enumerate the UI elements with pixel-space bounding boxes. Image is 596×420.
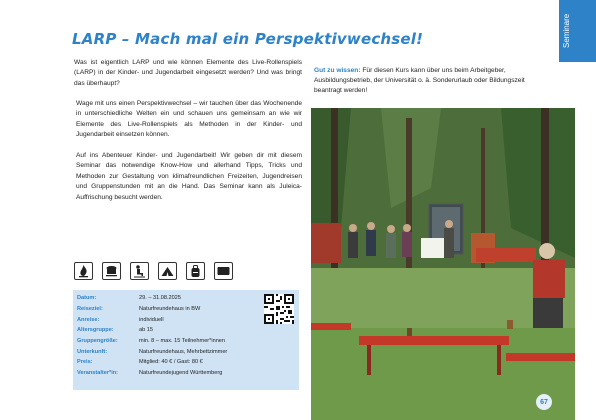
tip-label: Gut zu wissen: — [314, 67, 361, 74]
info-value: ab 15 — [139, 327, 153, 334]
event-info-box — [73, 290, 299, 390]
info-row-destination — [77, 304, 247, 315]
info-value: Naturfreundehaus in BW — [139, 306, 201, 313]
info-row-accommodation — [77, 346, 247, 357]
info-label: Unterkunft: — [77, 348, 108, 355]
info-row-price — [77, 357, 247, 368]
info-label: Reiseziel: — [77, 306, 103, 313]
qr-code[interactable] — [264, 294, 294, 324]
info-value: Naturfreundejugend Württemberg — [139, 370, 223, 377]
info-row-organizer — [77, 368, 247, 379]
info-row-arrival — [77, 314, 247, 325]
backpack-icon — [186, 262, 205, 280]
page-number: 67 — [536, 394, 552, 410]
info-value: individuell — [139, 316, 164, 323]
info-value: Mitglied: 40 € / Gast: 80 € — [139, 359, 203, 366]
sitting-person-icon — [130, 262, 149, 280]
good-to-know-note — [314, 66, 542, 97]
info-label: Datum: — [77, 295, 97, 302]
info-row-age-group — [77, 325, 247, 336]
info-value: Naturfreundehaus, Mehrbettzimmer — [139, 348, 228, 355]
section-tab-label: Seminare — [562, 13, 571, 48]
info-row-date — [77, 293, 247, 304]
section-tab[interactable] — [559, 0, 596, 62]
info-row-group-size — [77, 336, 247, 347]
card-icon — [214, 262, 233, 280]
tip-text: Für diesen Kurs kann über uns beim Arbeitgeber, Ausbildungsbetrieb, der Universität o. ä. Sonderurlaub oder Bildungszeit beantragt werden! — [314, 67, 525, 95]
description-paragraph-2: Auf ins Abenteuer Kinder- und Jugendarbeit! Wir geben dir mit diesem Seminar das notwendige Know-How und allerhand Tipps, Tricks und Methoden zur Gestaltung von klimafreundlichen Freizeiten, Jugendreisen und Gruppenstunden mit an die Hand. Das Seminar kann als Juleica-Auffrischung besucht werden. — [76, 152, 302, 201]
info-label: Veranstalter*in: — [77, 370, 119, 377]
page-title: LARP – Mach mal ein Perspektivwechsel! — [72, 30, 424, 48]
info-value: 29. – 31.08.2025 — [139, 295, 181, 302]
intro-text: Was ist eigentlich LARP und wie können Elemente des Live-Rollenspiels (LARP) in der Kinder- und Jugendarbeit eingesetzt werden? Und was bringt das überhaupt? — [74, 59, 302, 87]
info-label: Altersgruppe: — [77, 327, 114, 334]
description-paragraph-1: Wage mit uns einen Perspektivwechsel – wir tauchen über das Wochenende in unterschiedliche Welten ein und schauen uns gemeinsam an wie wir Elemente des Live-Rollenspiels als Methoden in der Kinder- und Jugendarbeit einsetzen können. — [76, 100, 302, 139]
event-info-table — [77, 293, 247, 379]
info-value: min. 8 – max. 15 Teilnehmer*innen — [139, 338, 226, 345]
cooking-icon — [102, 262, 121, 280]
info-label: Gruppengröße: — [77, 338, 118, 345]
fire-icon — [74, 262, 93, 280]
seminar-photo — [311, 108, 575, 420]
info-label: Anreise: — [77, 316, 100, 323]
info-label: Preis: — [77, 359, 93, 366]
feature-icons — [74, 262, 233, 280]
tent-icon — [158, 262, 177, 280]
